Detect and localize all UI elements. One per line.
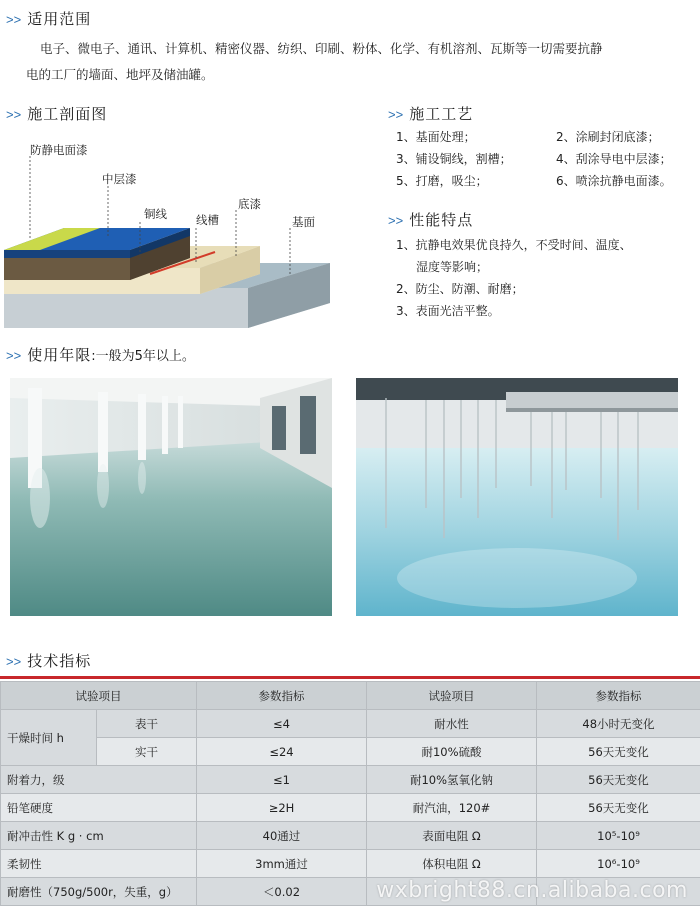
- arrow-icon: >>: [6, 107, 22, 122]
- cell-value: 48小时无变化: [537, 710, 700, 738]
- arrow-icon: >>: [6, 654, 22, 669]
- cell-value: ≤4: [197, 710, 367, 738]
- process-step: 4、刮涂导电中层漆；: [556, 152, 672, 166]
- scope-title: 适用范围: [27, 10, 92, 28]
- label-groove: 线槽: [196, 213, 219, 227]
- process-steps: [396, 126, 696, 192]
- cell-sub-item: 实干: [97, 738, 197, 766]
- process-step: 2、涂刷封闭底漆；: [556, 130, 660, 144]
- features-heading: [388, 209, 473, 230]
- service-life-title: 使用年限: [27, 346, 92, 364]
- cell-item: 耐冲击性 K g · cm: [1, 822, 197, 850]
- cell-item: 耐10%氢氧化钠: [367, 766, 537, 794]
- cell-value: 56天无变化: [537, 738, 700, 766]
- process-title: 施工工艺: [409, 105, 474, 123]
- header-test-item: 试验项目: [1, 682, 197, 710]
- diagram-title: 施工剖面图: [27, 105, 108, 123]
- scope-line-1: 电子、微电子、通讯、计算机、精密仪器、纺织、印刷、粉体、化学、有机溶剂、瓦斯等一切需要抗静: [40, 41, 603, 56]
- feature-item: 3、表面光洁平整。: [396, 304, 500, 318]
- cell-value: 10⁶-10⁹: [537, 850, 700, 878]
- process-step: 5、打磨，吸尘；: [396, 174, 488, 188]
- feature-item: 湿度等影响；: [416, 260, 489, 274]
- cell-value: ≥2H: [197, 794, 367, 822]
- specs-title: 技术指标: [27, 652, 92, 670]
- cell-item: 耐汽油，120#: [367, 794, 537, 822]
- table-row: [1, 738, 700, 766]
- table-row: [1, 766, 700, 794]
- header-parameter: 参数指标: [197, 682, 367, 710]
- photo-factory-floor: [10, 378, 332, 616]
- cell-value: ＜0.02: [197, 878, 367, 906]
- process-step: 1、基面处理；: [396, 130, 476, 144]
- label-top-coat: 防静电面漆: [30, 143, 88, 157]
- scope-text: [26, 36, 696, 88]
- specs-heading: [6, 650, 91, 671]
- arrow-icon: >>: [6, 348, 22, 363]
- scope-heading: [6, 8, 91, 29]
- scope-line-2: 电的工厂的墙面、地坪及储油罐。: [26, 67, 214, 82]
- service-life-heading: [6, 344, 195, 365]
- cell-item: 耐10%硫酸: [367, 738, 537, 766]
- table-row: [1, 794, 700, 822]
- cell-value: 10⁵-10⁹: [537, 822, 700, 850]
- cell-value: 3mm通过: [197, 850, 367, 878]
- cell-value: 40通过: [197, 822, 367, 850]
- cell-item: 铅笔硬度: [1, 794, 197, 822]
- table-row: [1, 822, 700, 850]
- cell-sub-item: 表干: [97, 710, 197, 738]
- top-coat-front: [4, 250, 130, 258]
- header-parameter: 参数指标: [537, 682, 700, 710]
- cell-item: 耐磨性（750g/500r，失重，g）: [1, 878, 197, 906]
- cell-item: 体积电阻 Ω: [367, 850, 537, 878]
- service-life-note: :一般为5年以上。: [91, 349, 195, 364]
- cell-dry-time: 干燥时间 h: [1, 710, 97, 766]
- features-list: [396, 234, 696, 322]
- feature-item: 1、抗静电效果优良持久，不受时间、温度、: [396, 238, 632, 252]
- cell-value: ≤1: [197, 766, 367, 794]
- cell-value: 56天无变化: [537, 766, 700, 794]
- factory-floor-image: [10, 378, 332, 616]
- cell-item: 附着力，级: [1, 766, 197, 794]
- cell-item: 表面电阻 Ω: [367, 822, 537, 850]
- table-row: [1, 850, 700, 878]
- arrow-icon: >>: [388, 213, 404, 228]
- table-header-row: [1, 682, 700, 710]
- arrow-icon: >>: [388, 107, 404, 122]
- red-divider: [0, 676, 700, 679]
- label-mid-coat: 中层漆: [102, 172, 137, 186]
- arrow-icon: >>: [6, 12, 22, 27]
- feature-item: 2、防尘、防潮、耐磨；: [396, 282, 524, 296]
- header-test-item: 试验项目: [367, 682, 537, 710]
- label-copper: 铜线: [144, 207, 167, 221]
- cell-value: ≤24: [197, 738, 367, 766]
- cross-section-diagram: [0, 128, 340, 328]
- diagram-heading: [6, 103, 107, 124]
- label-base: 基面: [292, 215, 315, 229]
- photo-cleanroom-floor: [356, 378, 678, 616]
- features-title: 性能特点: [409, 211, 474, 229]
- cell-value: 56天无变化: [537, 794, 700, 822]
- watermark: wxbright88.cn.alibaba.com: [376, 878, 688, 903]
- cleanroom-floor-image: [356, 378, 678, 616]
- spec-table: [0, 681, 700, 906]
- label-primer: 底漆: [238, 197, 261, 211]
- process-heading: [388, 103, 473, 124]
- process-step: 6、喷涂抗静电面漆。: [556, 174, 672, 188]
- cell-item: 耐水性: [367, 710, 537, 738]
- cell-item: 柔韧性: [1, 850, 197, 878]
- process-step: 3、铺设铜线，割槽；: [396, 152, 512, 166]
- table-row: [1, 710, 700, 738]
